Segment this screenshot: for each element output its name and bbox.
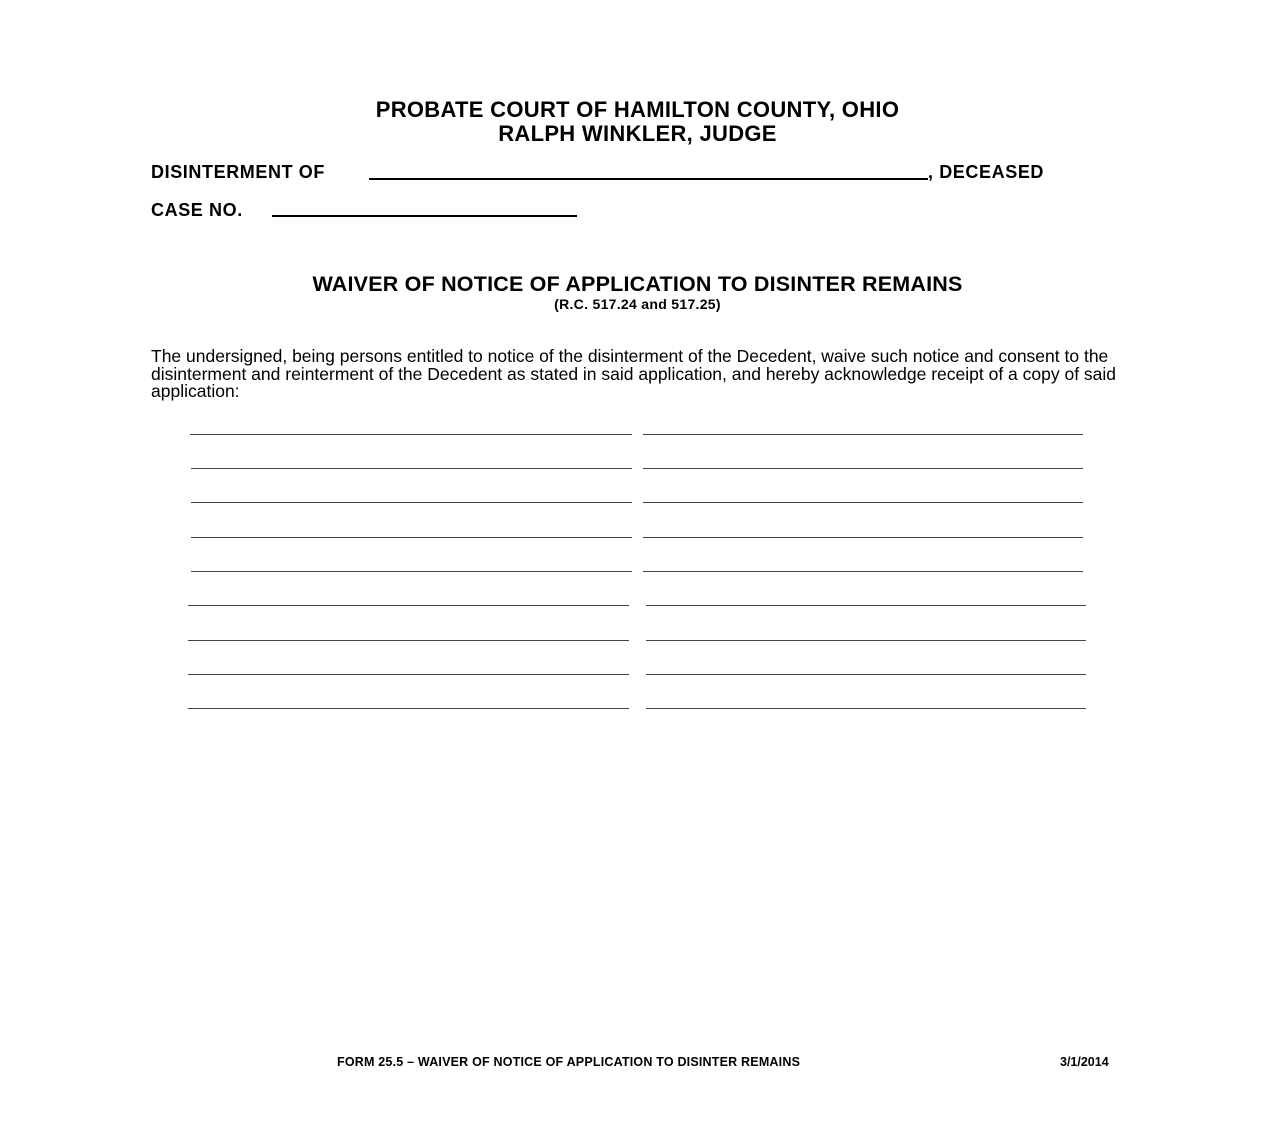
statute-reference: (R.C. 517.24 and 517.25)	[554, 296, 721, 312]
signature-line[interactable]	[646, 708, 1086, 709]
form-title: WAIVER OF NOTICE OF APPLICATION TO DISINTER REMAINS	[312, 272, 963, 296]
signature-line[interactable]	[646, 640, 1086, 641]
judge-name-heading: RALPH WINKLER, JUDGE	[498, 121, 777, 146]
signature-line[interactable]	[643, 537, 1083, 538]
signature-line[interactable]	[643, 571, 1083, 572]
signature-line[interactable]	[646, 605, 1086, 606]
signature-line[interactable]	[643, 468, 1083, 469]
footer-revision-date: 3/1/2014	[1060, 1055, 1109, 1069]
signature-line[interactable]	[188, 640, 629, 641]
signature-line[interactable]	[646, 674, 1086, 675]
signature-line[interactable]	[188, 674, 629, 675]
signature-line[interactable]	[191, 571, 632, 572]
signature-line[interactable]	[191, 468, 632, 469]
signature-line[interactable]	[191, 502, 632, 503]
signature-line[interactable]	[188, 708, 629, 709]
deceased-label: , DECEASED	[928, 162, 1045, 182]
court-name-heading: PROBATE COURT OF HAMILTON COUNTY, OHIO	[375, 97, 900, 122]
signature-line[interactable]	[188, 605, 629, 606]
signature-line[interactable]	[643, 502, 1083, 503]
case-number-label: CASE NO.	[151, 200, 243, 220]
signature-line[interactable]	[643, 434, 1083, 435]
decedent-name-field[interactable]	[369, 178, 928, 180]
case-number-field[interactable]	[272, 215, 577, 217]
signature-line[interactable]	[190, 434, 632, 435]
disinterment-of-label: DISINTERMENT OF	[151, 162, 325, 182]
footer-form-label: FORM 25.5 – WAIVER OF NOTICE OF APPLICATION TO DISINTER REMAINS	[337, 1055, 801, 1069]
waiver-statement: The undersigned, being persons entitled to notice of the disinterment of the Decedent, waive such notice and consent to the disinterment and reinterment of the Decedent as stated in said application, and hereby acknowledge receipt of a copy of said application:	[151, 346, 1117, 401]
signature-line[interactable]	[191, 537, 632, 538]
